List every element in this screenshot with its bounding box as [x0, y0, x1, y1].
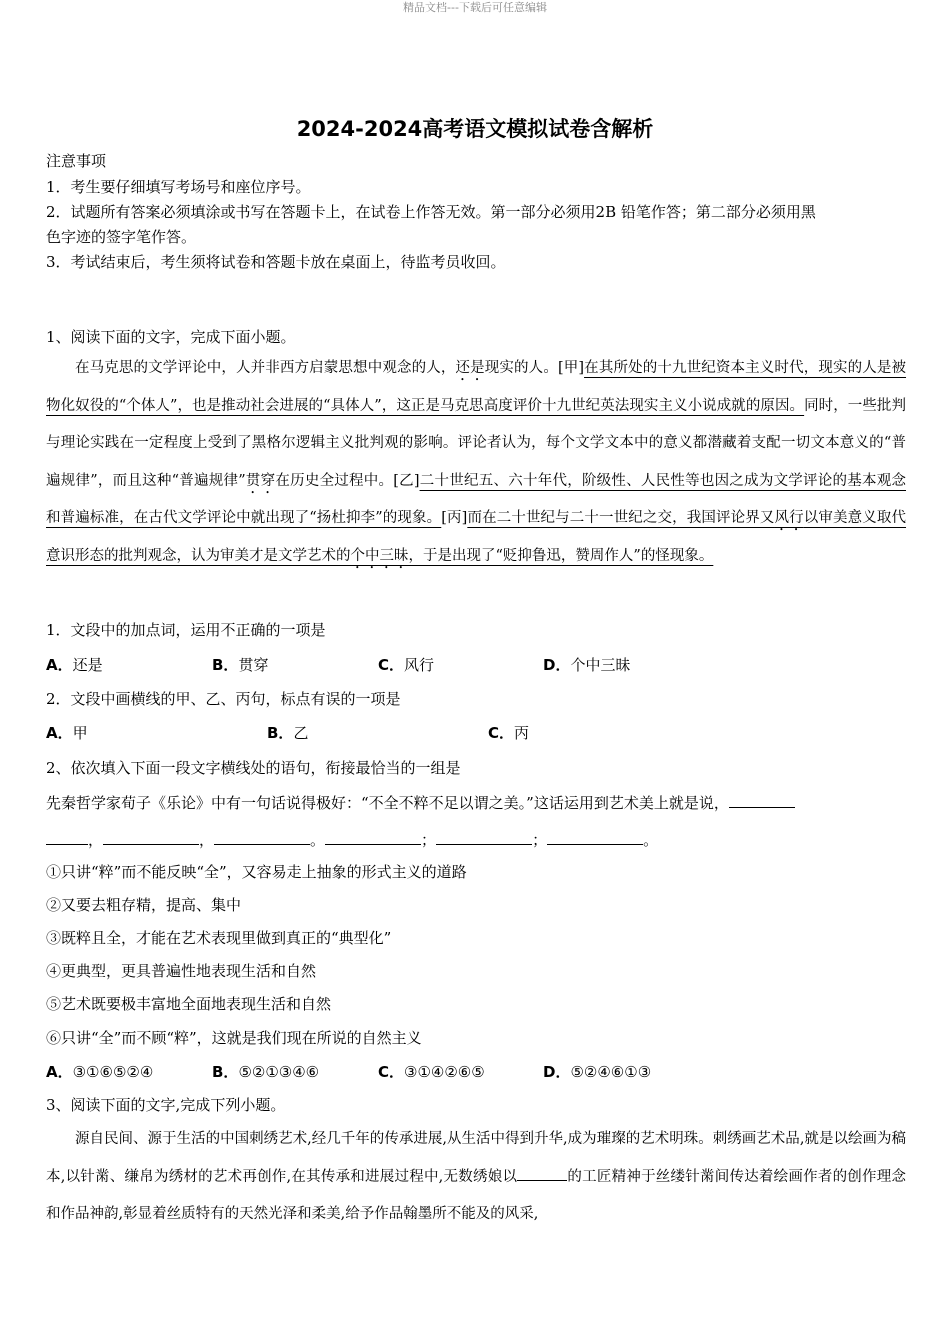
option-b: B．贯穿: [212, 656, 269, 674]
question-2-heading: 2、依次填入下面一段文字横线处的语句，衔接最恰当的一组是: [46, 759, 461, 777]
sub-question-1-stem: 1．文段中的加点词，运用不正确的一项是: [46, 621, 326, 639]
underlined-sentence-bing: 而在二十世纪与二十一世纪之交，我国评论界又: [467, 510, 775, 526]
option-c: C．风行: [378, 656, 435, 674]
question-2-blanks: ， ， 。 ； ； 。: [46, 829, 906, 850]
dotted-word: 个中三昧: [350, 547, 409, 564]
list-item: ⑤艺术既要极丰富地全面地表现生活和自然: [46, 995, 332, 1013]
list-item: ④更典型，更具普遍性地表现生活和自然: [46, 962, 317, 980]
list-item: ③既粹且全，才能在艺术表现里做到真正的“典型化”: [46, 929, 392, 947]
answer-blank[interactable]: [103, 830, 199, 845]
passage-text: 现实的人。[甲]: [484, 360, 585, 376]
notice-item: 1．考生要仔细填写考场号和座位序号。: [46, 178, 311, 196]
list-item: ②又要去粗存精，提高、集中: [46, 896, 242, 914]
option-d: D．⑤②④⑥①③: [543, 1063, 652, 1081]
answer-blank[interactable]: [214, 830, 310, 845]
answer-blank[interactable]: [46, 830, 88, 845]
passage-text: 在历史全过程中。[乙]: [275, 472, 420, 489]
dotted-word: 还是: [455, 360, 485, 376]
passage-text: 同时，一些批判与理论实践在一定程度上受到了黑格尔逻辑主义批判观的影响。评论者认为，每个文学文本中的意义都潜藏着支配一切文本意义的“普遍规律”，而且这种“普遍规律”: [46, 397, 906, 489]
option-d: D．个中三昧: [543, 656, 631, 674]
underlined-sentence-bing: ，于是出现了“贬抑鲁迅，赞周作人”的怪现象。: [408, 547, 714, 564]
question-3-heading: 3、阅读下面的文字,完成下列小题。: [46, 1096, 286, 1114]
underlined-sentence-jia: 在其所处的十九世纪资本主义时代，现实的人是被物化奴役的“个体人”，也是推动社会进展的“具体人”，这正是马克思高度评价十九世纪英法现实主义小说成就的原因。: [46, 360, 907, 414]
passage-text: [丙]: [441, 510, 468, 526]
notice-item: 色字迹的签字笔作答。: [46, 228, 197, 246]
question-3-passage: [46, 1121, 906, 1234]
underlined-sentence-bing: 以审美意义取代意识形态的批判观念，认为审美才是文学艺术的: [46, 510, 907, 564]
notice-item: 2．试题所有答案必须填涂或书写在答题卡上，在试卷上作答无效。第一部分必须用2B 铅笔作答；第二部分必须用黑: [46, 203, 816, 221]
answer-blank[interactable]: [325, 830, 421, 845]
answer-blank[interactable]: [547, 830, 643, 845]
notice-item: 3．考试结束后，考生须将试卷和答题卡放在桌面上，待监考员收回。: [46, 253, 506, 271]
option-a: A．甲: [46, 724, 88, 742]
notice-heading: 注意事项: [46, 152, 107, 170]
sub-question-2-stem: 2．文段中画横线的甲、乙、丙句，标点有误的一项是: [46, 690, 401, 708]
option-b: B．⑤②①③④⑥: [212, 1063, 320, 1081]
underlined-sentence-yi: 二十世纪五、六十年代，阶级性、人民性等也因之成为文学评论的基本观念和普遍标准，在古代文学评论中就出现了“扬杜抑李”的现象。: [46, 472, 906, 526]
question-1-passage: [46, 350, 906, 575]
option-c: C．③①④②⑥⑤: [378, 1063, 485, 1081]
option-c: C．丙: [488, 724, 530, 742]
list-item: ⑥只讲“全”而不顾“粹”，这就是我们现在所说的自然主义: [46, 1029, 422, 1047]
question-2-stem: 先秦哲学家荀子《乐论》中有一句话说得极好：“不全不粹不足以谓之美。”这话运用到艺术美上就是说，: [46, 792, 906, 813]
watermark: 精品文档---下载后可任意编辑: [403, 1, 547, 14]
answer-blank[interactable]: [729, 793, 795, 808]
list-item: ①只讲“粹”而不能反映“全”，又容易走上抽象的形式主义的道路: [46, 863, 467, 881]
passage-text: 的工匠精神于丝缕针黹间传达着绘画作者的创作理念和作品神韵,彰显着丝质特有的天然光泽和柔美,给予作品翰墨所不能及的风采,: [46, 1168, 907, 1222]
answer-blank[interactable]: [436, 830, 532, 845]
option-b: B．乙: [267, 724, 309, 742]
dotted-word: 贯穿: [245, 472, 276, 489]
passage-text: 源自民间、源于生活的中国刺绣艺术,经几千年的传承进展,从生活中得到升华,成为璀璨的艺术明珠。刺绣画艺术品,就是以绘画为稿本,以针黹、缣帛为绣材的艺术再创作,在其传承和进展过程中,无数绣娘以: [46, 1131, 906, 1185]
dotted-word: 风行: [774, 510, 804, 526]
option-a: A．③①⑥⑤②④: [46, 1063, 154, 1081]
page-title: 2024-2024高考语文模拟试卷含解析: [296, 117, 654, 141]
option-a: A．还是: [46, 656, 103, 674]
passage-text: 在马克思的文学评论中，人并非西方启蒙思想中观念的人，: [75, 360, 456, 376]
question-1-heading: 1、阅读下面的文字，完成下面小题。: [46, 328, 296, 346]
answer-blank[interactable]: [517, 1166, 567, 1181]
